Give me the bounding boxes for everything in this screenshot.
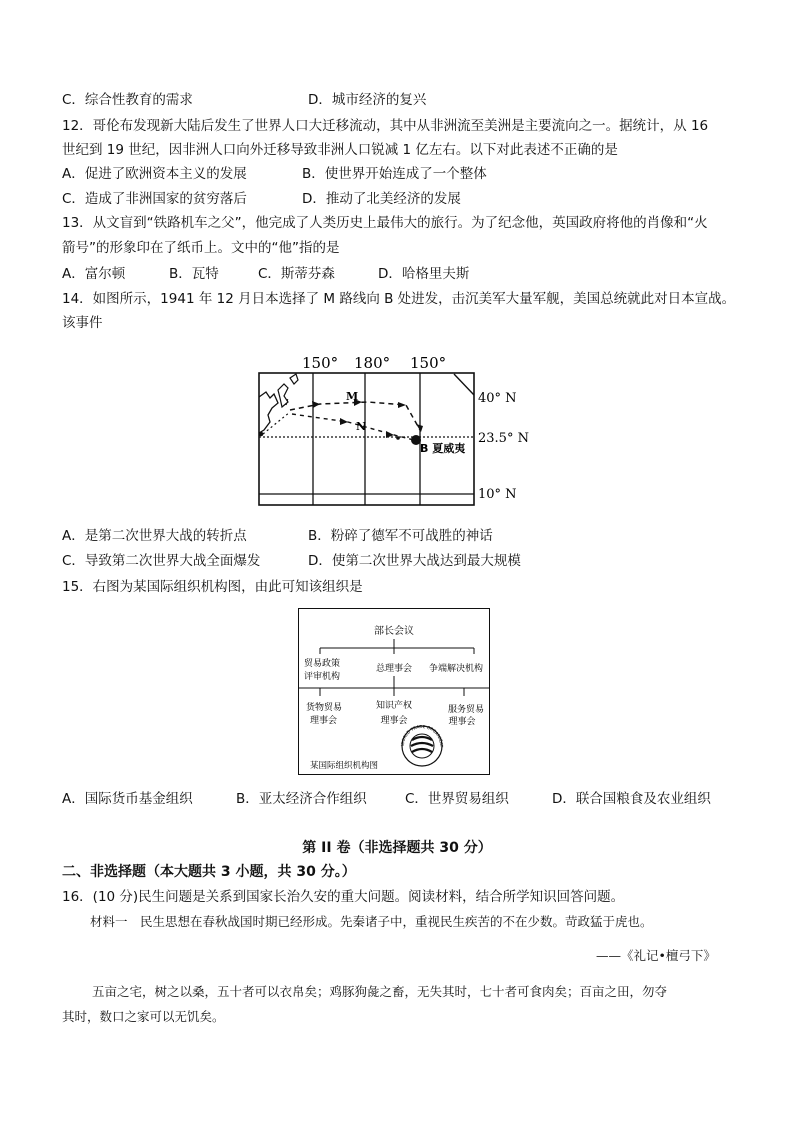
q15-option-a: A．国际货币基金组织 — [62, 791, 193, 807]
q14-option-b: B．粉碎了德军不可战胜的神话 — [308, 528, 493, 544]
node-goods-council-1: 货物贸易 — [306, 703, 343, 713]
q13-stem-line-2: 箭号”的形象印在了纸币上。文中的“他”指的是 — [62, 240, 340, 256]
material-1-passage-line-1: 五亩之宅，树之以桑，五十者可以衣帛矣；鸡豚狗彘之畜，无失其时，七十者可食肉矣；百亩之田，勿夺 — [92, 984, 668, 999]
q14-stem-line-2: 该事件 — [62, 315, 103, 331]
material-1-source: ——《礼记•檀弓下》 — [596, 948, 716, 963]
q11-option-c: C．综合性教育的需求 — [62, 92, 193, 108]
q12-option-d: D．推动了北美经济的发展 — [302, 191, 461, 207]
node-trade-policy-2: 评审机构 — [304, 672, 341, 682]
q13-option-d: D．哈格里夫斯 — [378, 266, 470, 282]
lat-label-40: 40° N — [478, 391, 517, 406]
target-label: B 夏威夷 — [420, 442, 466, 455]
q14-option-d: D．使第二次世界大战达到最大规模 — [308, 553, 521, 569]
org-chart-svg — [298, 608, 490, 775]
lon-label-3: 150° — [410, 354, 447, 372]
lat-label-23-5: 23.5° N — [478, 431, 529, 446]
material-1: 材料一 民生思想在春秋战国时期已经形成。先秦诸子中，重视民生疾苦的不在少数。苛政猛于虎也。 — [90, 914, 653, 929]
pacific-war-map — [258, 350, 538, 512]
q12-option-b: B．使世界开始连成了一个整体 — [302, 166, 487, 182]
q12-option-a: A．促进了欧洲资本主义的发展 — [62, 166, 247, 182]
q12-stem-line-1: 12．哥伦布发现新大陆后发生了世界人口大迁移流动，其中从非洲流至美洲是主要流向之一。据统计，从 16 — [62, 118, 709, 134]
route-m-label: M — [346, 390, 359, 403]
q13-option-a: A．富尔顿 — [62, 266, 126, 282]
material-1-passage-line-2: 其时，数口之家可以无饥矣。 — [62, 1009, 225, 1024]
lon-label-2: 180° — [354, 354, 391, 372]
part2-title: 第 II 卷（非选择题共 30 分） — [302, 840, 492, 856]
node-goods-council-2: 理事会 — [310, 716, 338, 726]
q16-stem: 16．(10 分)民生问题是关系到国家长治久安的重大问题。阅读材料，结合所学知识回答问题。 — [62, 889, 625, 905]
q14-option-c: C．导致第二次世界大战全面爆发 — [62, 553, 261, 569]
route-n-line — [292, 414, 414, 440]
route-n-label: N — [356, 420, 367, 433]
lat-label-10: 10° N — [478, 487, 517, 502]
map-frame — [259, 373, 474, 505]
coastline-asia — [259, 392, 278, 433]
node-services-council-1: 服务贸易 — [447, 705, 485, 715]
q15-option-b: B．亚太经济合作组织 — [236, 791, 367, 807]
q15-stem: 15．右图为某国际组织机构图，由此可知该组织是 — [62, 579, 363, 595]
node-general-council: 总理事会 — [375, 664, 413, 674]
part2-section-heading: 二、非选择题（本大题共 3 小题，共 30 分。） — [62, 864, 356, 880]
coastline-north-america — [454, 374, 474, 395]
q13-option-b: B．瓦特 — [169, 266, 219, 282]
org-chart — [298, 608, 490, 775]
node-trade-policy-1: 贸易政策 — [304, 659, 341, 669]
q12-option-c: C．造成了非洲国家的贫穷落后 — [62, 191, 247, 207]
q12-stem-line-2: 世纪到 19 世纪，因非洲人口向外迁移导致非洲人口锐减 1 亿左右。以下对此表述不正确的是 — [62, 142, 618, 158]
node-ip-council-2: 理事会 — [380, 716, 408, 726]
q14-stem-line-1: 14．如图所示，1941 年 12 月日本选择了 M 路线向 B 处进发，击沉美军大量军舰，美国总统就此对日本宣战。 — [62, 291, 736, 307]
node-ministerial-conference: 部长会议 — [374, 626, 414, 637]
q15-option-d: D．联合国粮食及农业组织 — [552, 791, 711, 807]
wto-logo-text: WORLD TRADE ORGANIZAT — [399, 723, 445, 748]
q13-stem-line-1: 13．从文盲到“铁路机车之父”，他完成了人类历史上最伟大的旅行。为了纪念他，英国政府将他的肖像和“火 — [62, 215, 708, 231]
q13-option-c: C．斯蒂芬森 — [258, 266, 335, 282]
start-point — [259, 432, 264, 437]
map-svg — [258, 350, 538, 512]
kuril-islands — [290, 374, 298, 384]
q11-option-d: D．城市经济的复兴 — [308, 92, 427, 108]
node-ip-council-1: 知识产权 — [375, 701, 413, 711]
q14-option-a: A．是第二次世界大战的转折点 — [62, 528, 247, 544]
org-chart-caption: 某国际组织机构图 — [310, 761, 379, 771]
node-dispute-settlement: 争端解决机构 — [428, 664, 484, 674]
q15-option-c: C．世界贸易组织 — [405, 791, 509, 807]
lon-label-1: 150° — [302, 354, 339, 372]
node-services-council-2: 理事会 — [448, 717, 476, 727]
